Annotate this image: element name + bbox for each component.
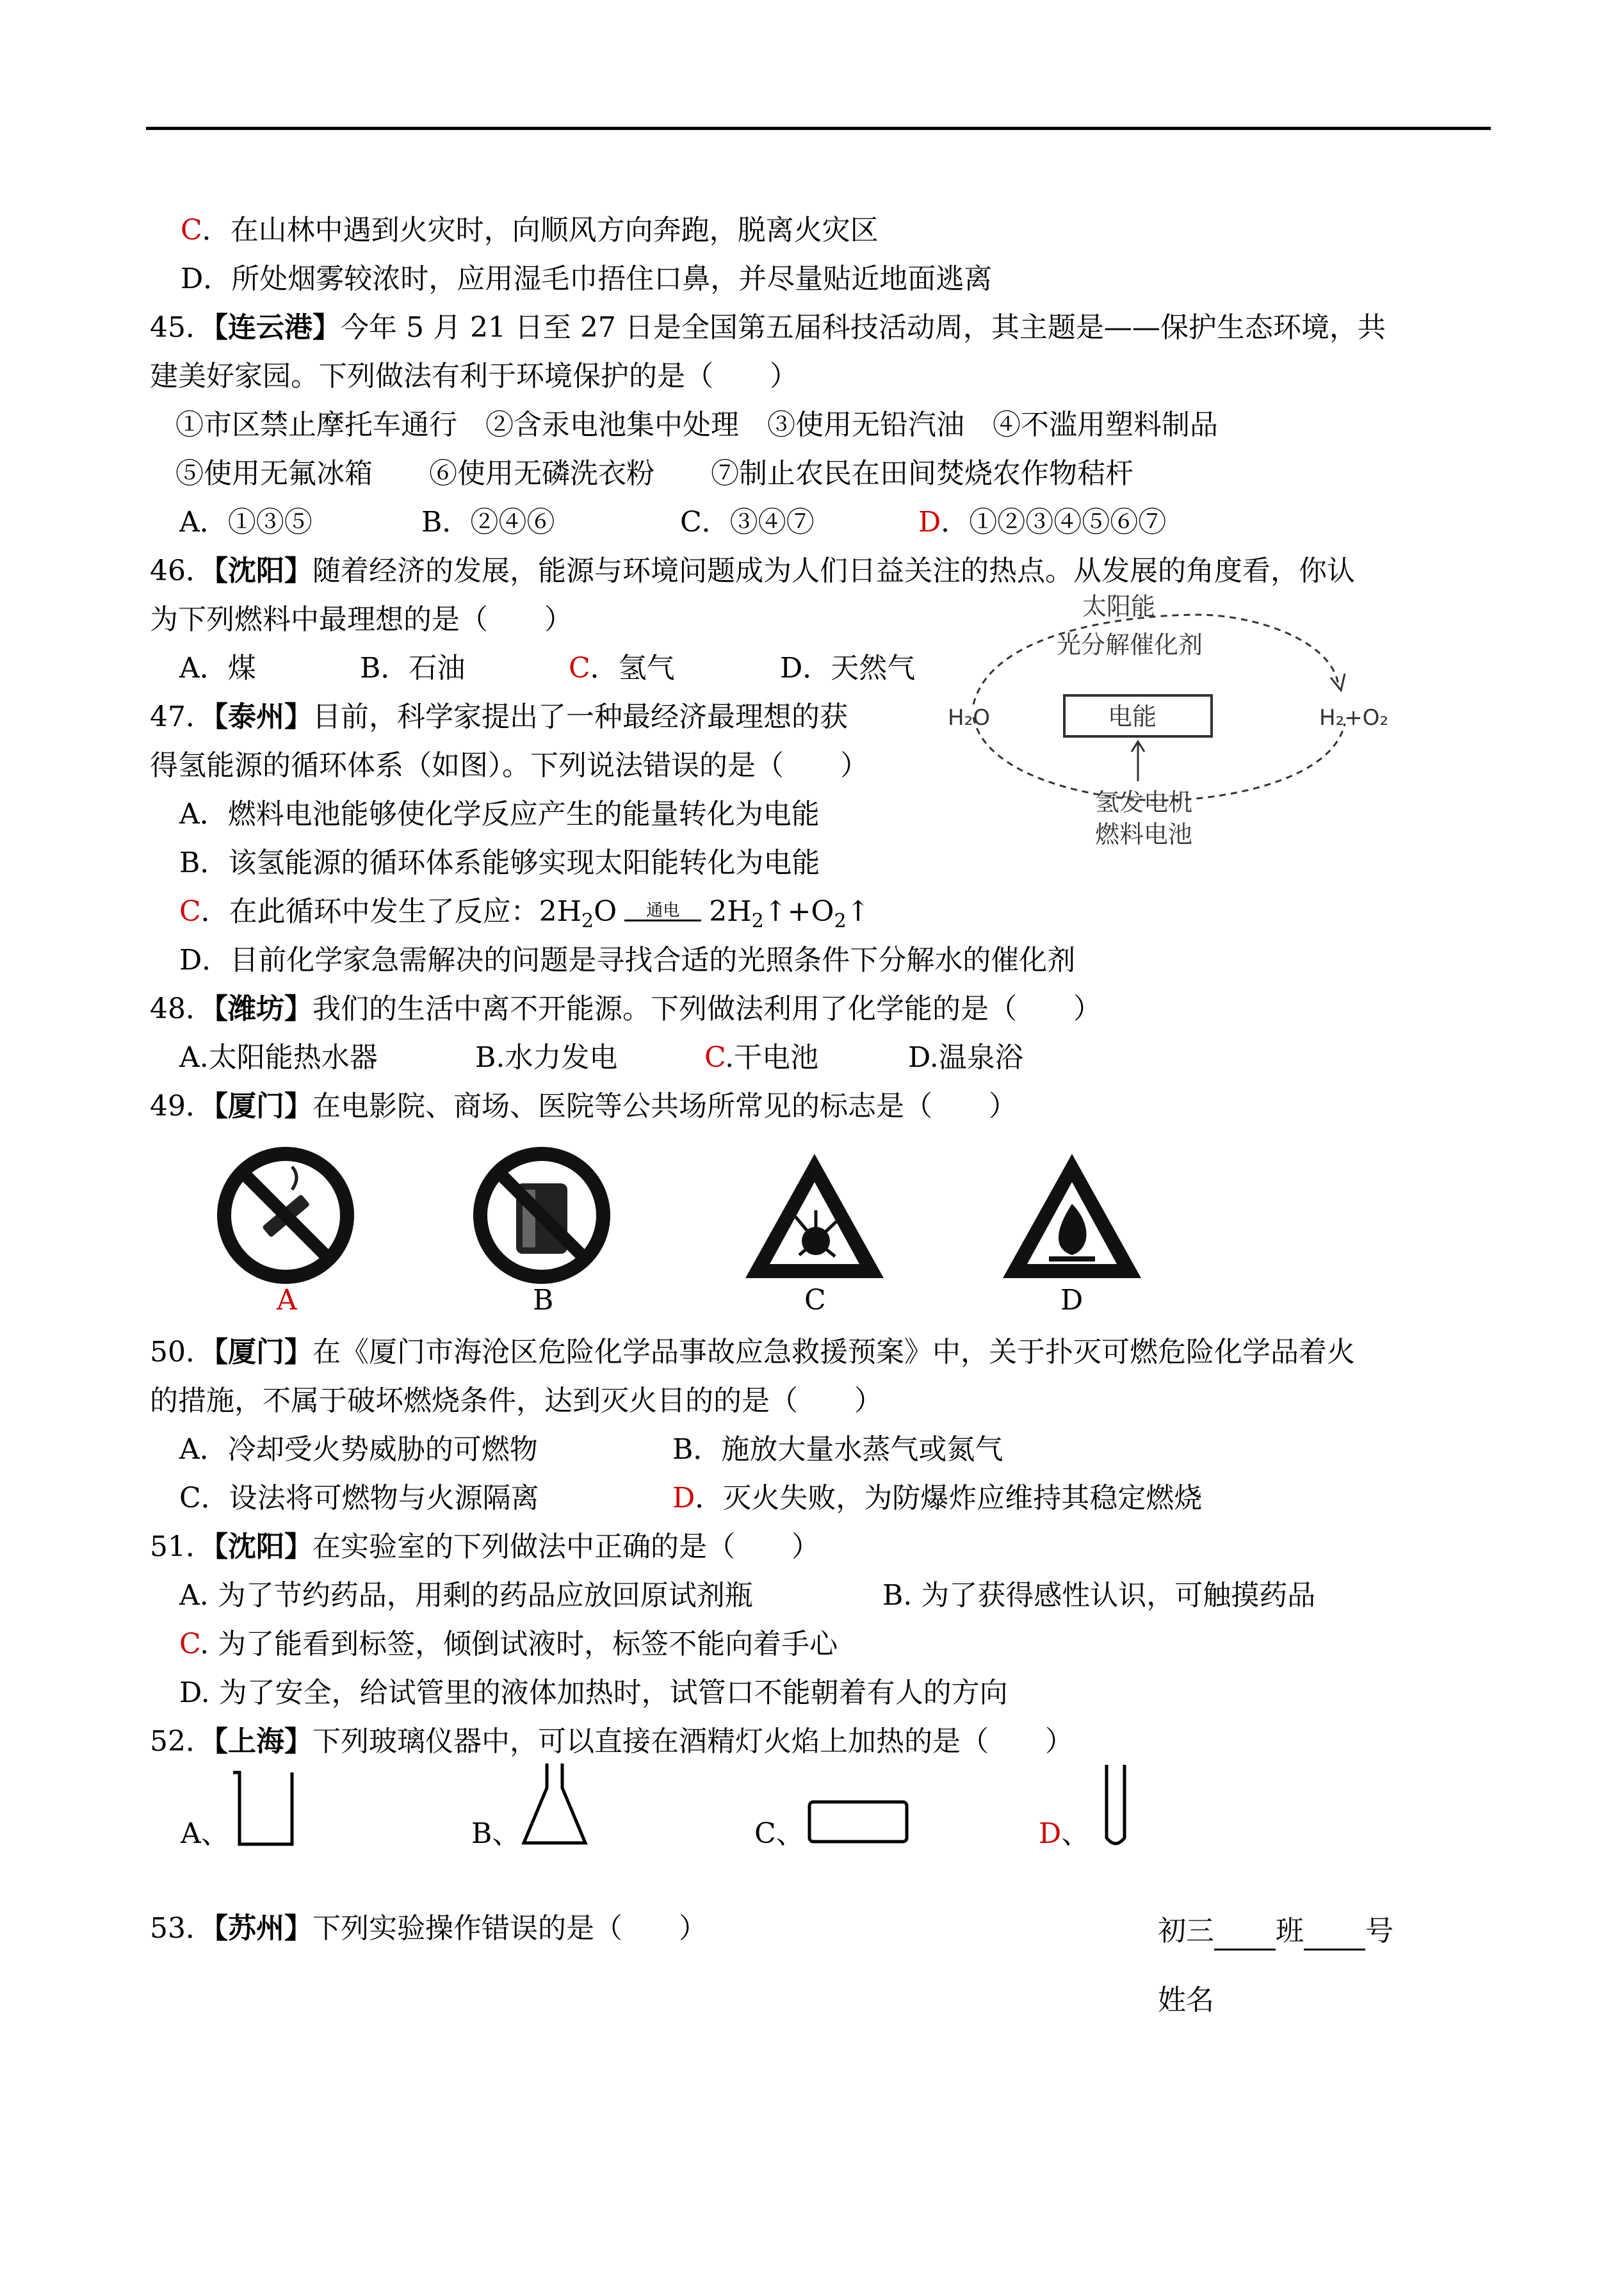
q52-option-d-label: D、 <box>1039 1817 1090 1850</box>
q45-option-c: C．③④⑦ <box>680 506 815 539</box>
q45-stem-line2: 建美好家园。下列做法有利于环境保护的是（ ） <box>150 360 798 393</box>
q46-options <box>179 649 915 688</box>
q44-option-d: D．所处烟雾较浓时，应用湿毛巾捂住口鼻，并尽量贴近地面逃离 <box>181 263 993 295</box>
q45-items-line2: ⑤使用无氟冰箱 ⑥使用无磷洗衣粉 ⑦制止农民在田间焚烧农作物秸杆 <box>175 457 1133 490</box>
q45-option-d: D．①②③④⑤⑥⑦ <box>918 506 1167 539</box>
q50-stem-line1: 50．【厦门】在《厦门市海沧区危险化学品事故应急救援预案》中，关于扑灭可燃危险化学品着火 <box>150 1336 1355 1368</box>
q52-stem: 52．【上海】下列玻璃仪器中，可以直接在酒精灯火焰上加热的是（ ） <box>150 1725 1073 1758</box>
q52-option-c-label: C、 <box>754 1817 804 1850</box>
q47-equation: $2H_2O$ 通电 $2H_2↑+O_2↑$ <box>539 895 870 932</box>
class-number-field: 初三 班 号 <box>1158 1912 1393 1950</box>
no-burning-material-sign-icon <box>471 1145 612 1286</box>
q48-options <box>179 1039 1023 1077</box>
diagram-bottom2: 燃料电池 <box>1095 820 1193 848</box>
q46-option-d: D．天然气 <box>780 652 916 685</box>
q48-stem: 48．【潍坊】我们的生活中离不开能源。下列做法利用了化学能的是（ ） <box>150 993 1101 1025</box>
conical-flask-icon <box>520 1760 590 1849</box>
q45-option-a: A．①③⑤ <box>179 506 313 539</box>
q46-option-c: C．氢气 <box>569 652 675 685</box>
diagram-bottom1: 氢发电机 <box>1095 788 1193 816</box>
q45-option-b: B．②④⑥ <box>421 506 555 539</box>
no-smoking-sign-icon <box>215 1145 356 1286</box>
q46-stem-line1: 46．【沈阳】随着经济的发展，能源与环境问题成为人们日益关注的热点。从发展的角度看，你认 <box>150 555 1355 587</box>
q49-label-a: A <box>277 1284 297 1317</box>
q46-option-a: A．煤 <box>179 652 256 685</box>
q52-option-b-label: B、 <box>471 1817 521 1850</box>
q47-option-b: B．该氢能源的循环体系能够实现太阳能转化为电能 <box>179 847 820 879</box>
diagram-center: 电能 <box>1108 702 1157 731</box>
evaporating-dish-icon <box>807 1799 909 1851</box>
q51-stem: 51．【沈阳】在实验室的下列做法中正确的是（ ） <box>150 1530 820 1563</box>
q47-option-a: A．燃料电池能够使化学反应产生的能量转化为电能 <box>179 798 820 831</box>
q48-option-d: D.温泉浴 <box>908 1041 1023 1074</box>
q47-stem-line2: 得氢能源的循环体系（如图）。下列说法错误的是（ ） <box>150 749 868 782</box>
diagram-left: H₂O <box>948 705 990 731</box>
q48-option-b: B.水力发电 <box>475 1041 618 1074</box>
q47-eq-condition: 通电 <box>624 902 701 921</box>
q50-option-b: B．施放大量水蒸气或氮气 <box>672 1433 1003 1466</box>
q45-stem-line1: 45．【连云港】今年 5 月 21 日至 27 日是全国第五届科技活动周，其主题是——保护生态环境，共 <box>150 311 1386 344</box>
q44-option-c: C．在山林中遇到火灾时，向顺风方向奔跑，脱离火灾区 <box>181 214 879 247</box>
q47-option-c: C．在此循环中发生了反应：$2H_2O$ 通电 $2H_2↑+O_2↑$ <box>179 893 870 941</box>
diagram-top2: 光分解催化剂 <box>1057 631 1203 659</box>
header-rule <box>146 127 1491 130</box>
number-blank[interactable] <box>1304 1923 1365 1950</box>
q51-option-b: B. 为了获得感性认识，可触摸药品 <box>882 1579 1316 1612</box>
class-blank[interactable] <box>1214 1923 1276 1950</box>
q48-option-c: C.干电池 <box>704 1041 819 1074</box>
hydrogen-cycle-diagram <box>948 589 1396 848</box>
explosive-warning-sign-icon <box>738 1146 891 1287</box>
q50-options-row2 <box>179 1479 1202 1518</box>
q50-option-c: C．设法将可燃物与火源隔离 <box>179 1482 539 1514</box>
q49-label-b: B <box>533 1284 554 1317</box>
beaker-icon <box>231 1767 301 1851</box>
q50-option-a: A．冷却受火势威胁的可燃物 <box>179 1433 538 1466</box>
diagram-right: H₂+O₂ <box>1319 705 1389 731</box>
q49-label-d: D <box>1060 1284 1084 1317</box>
q51-option-a: A. 为了节约药品，用剩的药品应放回原试剂瓶 <box>179 1579 753 1612</box>
cycle-top-arc <box>973 615 1338 704</box>
test-tube-icon <box>1103 1762 1128 1852</box>
q47-option-d: D．目前化学家急需解决的问题是寻找合适的光照条件下分解水的催化剂 <box>179 944 1076 977</box>
q50-options-row1 <box>179 1431 1003 1469</box>
q52-option-a-label: A、 <box>181 1817 229 1850</box>
q50-option-d: D．灭火失败，为防爆炸应维持其稳定燃烧 <box>672 1482 1203 1514</box>
q49-stem: 49．【厦门】在电影院、商场、医院等公共场所常见的标志是（ ） <box>150 1090 1017 1123</box>
flammable-warning-sign-icon <box>995 1146 1149 1287</box>
q51-options-row1 <box>179 1577 1315 1615</box>
q53-stem: 53．【苏州】下列实验操作错误的是（ ） <box>150 1912 707 1945</box>
q51-option-d: D. 为了安全，给试管里的液体加热时，试管口不能朝着有人的方向 <box>179 1676 1008 1709</box>
diagram-top1: 太阳能 <box>1082 592 1156 620</box>
q45-options <box>179 503 1166 542</box>
q47-stem-line1: 47．【泰州】目前，科学家提出了一种最经济最理想的获 <box>150 701 848 733</box>
q50-stem-line2: 的措施，不属于破坏燃烧条件，达到灭火目的的是（ ） <box>150 1384 882 1417</box>
q51-option-c: C. 为了能看到标签，倾倒试液时，标签不能向着手心 <box>179 1628 838 1660</box>
q49-label-c: C <box>804 1284 826 1317</box>
q45-items-line1: ①市区禁止摩托车通行 ②含汞电池集中处理 ③使用无铅汽油 ④不滥用塑料制品 <box>175 409 1218 441</box>
name-field: 姓名 <box>1158 1984 1214 2016</box>
q46-option-b: B．石油 <box>360 652 466 685</box>
q48-option-a: A.太阳能热水器 <box>179 1041 378 1074</box>
q46-stem-line2: 为下列燃料中最理想的是（ ） <box>150 603 572 636</box>
